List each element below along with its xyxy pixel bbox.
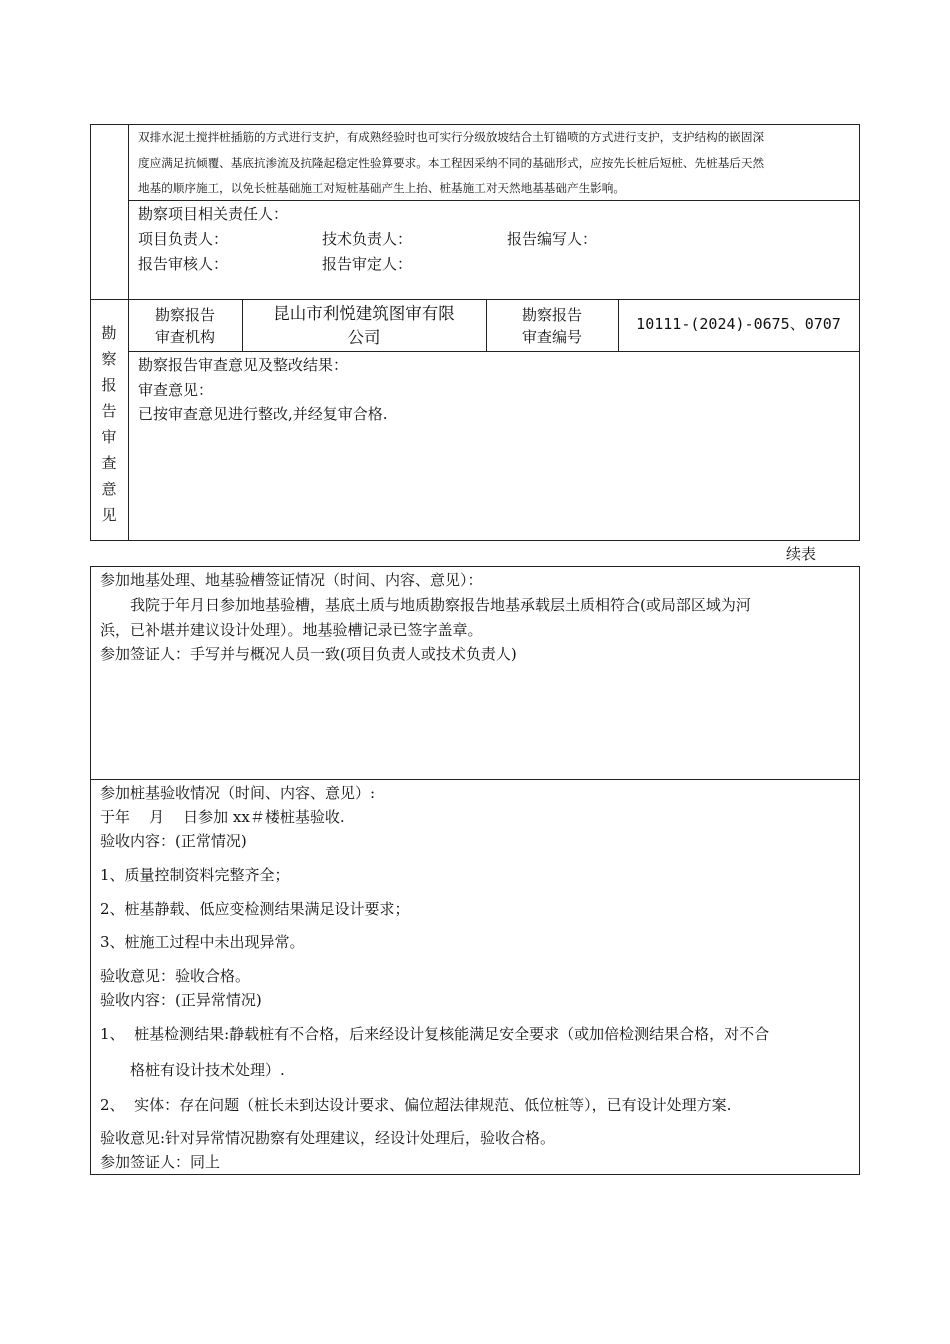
- tech-leader-label: 技术负责人：: [322, 230, 413, 248]
- foundation-signer: 参加签证人：手写并与概况人员一致(项目负责人或技术负责人): [100, 645, 517, 663]
- pile-abnormal-item-2: 2、 实体：存在问题（桩长未到达设计要求、偏位超法律规范、低位桩等），已有设计处理方案.: [100, 1096, 732, 1114]
- review-opinion-text: 已按审查意见进行整改,并经复审合格.: [138, 405, 388, 423]
- pile-normal-item-3: 3、桩施工过程中未出现异常。: [100, 933, 305, 951]
- pile-heading: 参加桩基验收情况（时间、内容、意见）:: [100, 784, 376, 802]
- review-org-value: 昆山市利悦建筑图审有限 公司: [273, 304, 455, 347]
- foundation-heading: 参加地基处理、地基验槽签证情况（时间、内容、意见）：: [100, 571, 483, 589]
- report-approver-label: 报告审定人：: [322, 255, 413, 273]
- pile-signer: 参加签证人：同上: [100, 1153, 221, 1171]
- pile-abnormal-item-1-line-2: 格桩有设计技术处理）.: [130, 1061, 285, 1079]
- review-side-label: 勘 察 报 告 审 查 意 见: [101, 324, 117, 524]
- pile-abnormal-item-1-line-1: 1、 桩基检测结果:静载桩有不合格，后来经设计复核能满足安全要求（或加倍检测结果合格，对不合: [100, 1025, 770, 1043]
- review-no-label: 勘察报告 审查编号: [521, 306, 582, 346]
- pile-abnormal-opinion: 验收意见:针对异常情况勘察有处理建议，经设计处理后，验收合格。: [100, 1129, 556, 1147]
- review-opinion-label: 审查意见：: [138, 381, 214, 399]
- responsible-heading: 勘察项目相关责任人：: [138, 205, 289, 223]
- continued-label: 续表: [786, 545, 817, 563]
- review-opinion-heading: 勘察报告审查意见及整改结果：: [138, 356, 349, 374]
- intro-line-2: 度应满足抗倾覆、基底抗渗流及抗隆起稳定性验算要求。本工程因采纳不同的基础形式，应按先长桩后短桩、先桩基后天然: [138, 156, 765, 170]
- pile-normal-item-1: 1、质量控制资料完整齐全；: [100, 866, 290, 884]
- pile-normal-item-2: 2、桩基静载、低应变检测结果满足设计要求；: [100, 900, 410, 918]
- intro-line-1: 双排水泥土搅拌桩插筋的方式进行支护，有成熟经验时也可实行分级放坡结合土钉锚喷的方式进行支护，支护结构的嵌固深: [138, 130, 765, 144]
- foundation-line-2: 浜，已补堪并建议设计处理）。地基验槽记录已签字盖章。: [100, 621, 483, 639]
- report-reviewer-label: 报告审核人：: [138, 255, 229, 273]
- intro-line-3: 地基的顺序施工，以免长桩基础施工对短桩基础产生上抬、桩基施工对天然地基基础产生影响。: [138, 181, 625, 195]
- review-no-value: 10111-(2024)-0675、0707: [636, 315, 841, 333]
- project-leader-label: 项目负责人：: [138, 230, 229, 248]
- pile-normal-content: 验收内容：(正常情况): [100, 832, 247, 850]
- report-writer-label: 报告编写人：: [507, 230, 598, 248]
- pile-normal-opinion: 验收意见：验收合格。: [100, 967, 251, 985]
- pile-abnormal-content: 验收内容：(正异常情况): [100, 991, 262, 1009]
- foundation-line-1: 我院于年月日参加地基验槽，基底土质与地质勘察报告地基承载层土质相符合(或局部区域为河: [130, 596, 751, 614]
- review-org-label: 勘察报告 审查机构: [154, 306, 215, 346]
- pile-date-line: 于年 月 日参加 xx＃楼桩基验收.: [100, 808, 345, 826]
